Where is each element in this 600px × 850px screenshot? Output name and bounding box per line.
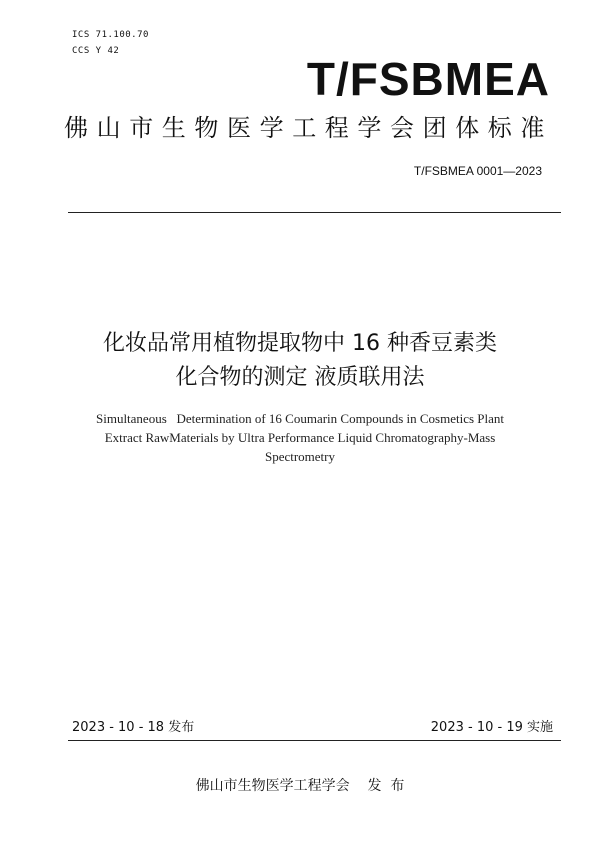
title-en-line1: Simultaneous Determination of 16 Coumarin Compounds in Cosmetics Plant bbox=[95, 411, 505, 426]
implementation-date: 2023 - 10 - 19 实施 bbox=[430, 720, 553, 735]
bottom-divider bbox=[68, 740, 561, 741]
title-cn-line2: 化合物的测定 液质联用法 bbox=[175, 365, 425, 390]
title-cn-line1: 化妆品常用植物提取物中 16 种香豆素类 bbox=[103, 331, 497, 356]
top-divider bbox=[68, 212, 561, 213]
standard-brand-logo: T/FSBMEA bbox=[306, 53, 550, 105]
title-en bbox=[60, 409, 540, 466]
publisher-line: 佛山市生物医学工程学会 发 布 bbox=[195, 778, 405, 794]
organization-title: 佛山市生物医学工程学会团体标准 bbox=[64, 114, 553, 142]
title-en-line3: Spectrometry bbox=[264, 449, 336, 464]
ics-code: ICS 71.100.70 bbox=[72, 30, 149, 40]
document-number: T/FSBMEA 0001—2023 bbox=[413, 164, 542, 178]
ccs-code: CCS Y 42 bbox=[72, 46, 120, 56]
issue-date: 2023 - 10 - 18 发布 bbox=[72, 720, 195, 735]
title-en-line2: Extract RawMaterials by Ultra Performance Liquid Chromatography-Mass bbox=[104, 430, 496, 445]
